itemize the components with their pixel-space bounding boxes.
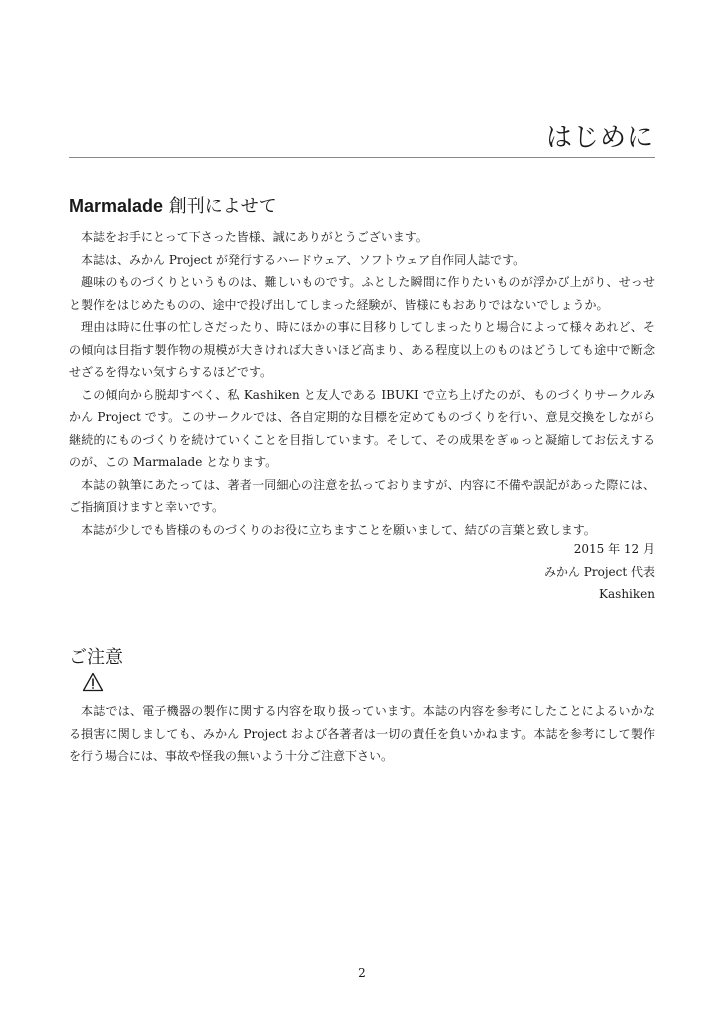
warning-triangle-icon — [82, 672, 104, 692]
section-body-caution — [69, 700, 655, 768]
paragraph-4: 理由は時に仕事の忙しさだったり、時にほかの事に目移りしてしまったりと場合によって様々あれど、その傾向は目指す製作物の規模が大きければ大きいほど高まり、ある程度以上のものはどうしても途中で断念せざるを得ない気すらするほどです。 — [69, 320, 655, 379]
signature-name: Kashiken — [599, 587, 655, 601]
paragraph-1: 本誌をお手にとって下さった皆様、誠にありがとうございます。 — [81, 230, 428, 244]
signature-organization: みかん Project 代表 — [543, 564, 655, 579]
section-body-marmalade — [69, 226, 655, 541]
chapter-title-rule — [69, 157, 655, 158]
paragraph-7: 本誌が少しでも皆様のものづくりのお役に立ちますことを願いまして、結びの言葉と致します。 — [81, 522, 596, 537]
section-title-latin: Marmalade — [69, 196, 164, 216]
signature-date: 2015 年 12 月 — [573, 542, 655, 556]
page-number: 2 — [358, 966, 366, 980]
signature-block — [544, 538, 655, 606]
section-title-marmalade — [69, 192, 277, 218]
section-title-japanese: 創刊によせて — [163, 196, 277, 217]
chapter-title: はじめに — [545, 123, 654, 153]
paragraph-3: 趣味のものづくりというものは、難しいものです。ふとした瞬間に作りたいものが浮かび上がり、せっせと製作をはじめたものの、途中で投げ出してしまった経験が、皆様にもおありではないでしょうか。 — [69, 275, 655, 312]
caution-paragraph: 本誌では、電子機器の製作に関する内容を取り扱っています。本誌の内容を参考にしたことによるいかなる損害に関しましても、みかん Project および各著者は一切の責任を負いかねます。本誌を参考にして製作を行う場合には、事故や怪我の無いよう十分ご注意下さい。 — [69, 704, 655, 763]
section-title-caution: ご注意 — [69, 647, 123, 668]
paragraph-6: 本誌の執筆にあたっては、著者一同細心の注意を払っておりますが、内容に不備や誤記があった際には、ご指摘頂けますと幸いです。 — [69, 477, 655, 514]
paragraph-5: この傾向から脱却すべく、私 Kashiken と友人である IBUKI で立ち上げたのが、ものづくりサークルみかん Project です。このサークルでは、各自定期的な目標を定めてものづくりを行い、意見交換をしながら継続的にものづくりを続けていくことを目指しています。そして、その成果をぎゅっと凝縮してお伝えするのが、この Marmalade となります。 — [69, 387, 655, 469]
paragraph-2: 本誌は、みかん Project が発行するハードウェア、ソフトウェア自作同人誌です。 — [81, 252, 526, 267]
